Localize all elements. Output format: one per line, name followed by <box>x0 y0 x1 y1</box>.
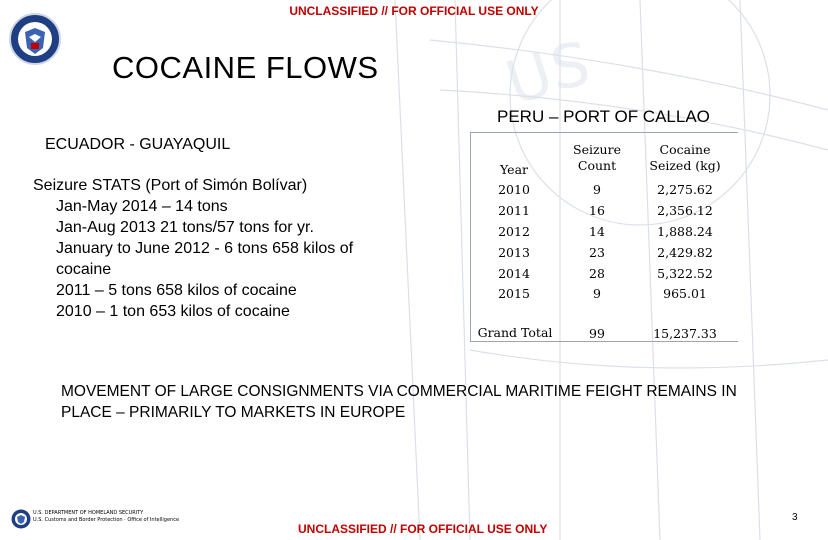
page-number: 3 <box>792 512 798 523</box>
bottom-classification-banner: UNCLASSIFIED // FOR OFFICIAL USE ONLY <box>298 522 548 536</box>
peru-seizure-table <box>470 132 740 342</box>
row-count: 9 <box>593 182 601 197</box>
ecuador-stats-heading: Seizure STATS (Port of Simón Bolívar) <box>33 177 308 194</box>
row-count: 28 <box>589 266 605 281</box>
table-bottom-rule <box>470 341 738 342</box>
page-title: COCAINE FLOWS <box>112 50 379 85</box>
dhs-small-seal-icon <box>11 508 31 530</box>
grand-total-label: Grand Total <box>477 325 553 340</box>
row-year: 2012 <box>498 224 530 239</box>
ecuador-heading: ECUADOR - GUAYAQUIL <box>45 136 231 153</box>
top-classification-banner: UNCLASSIFIED // FOR OFFICIAL USE ONLY <box>289 4 539 18</box>
row-kg: 5,322.52 <box>657 266 713 281</box>
ecuador-stat-line: Jan-May 2014 – 14 tons <box>56 198 228 215</box>
row-year: 2014 <box>498 266 530 281</box>
column-header-count: Seizure Count <box>573 142 621 173</box>
ecuador-stat-line: 2010 – 1 ton 653 kilos of cocaine <box>56 303 290 320</box>
row-kg: 2,356.12 <box>657 203 713 218</box>
grand-total-kg: 15,237.33 <box>653 326 717 341</box>
column-header-kg: Cocaine Seized (kg) <box>649 142 721 173</box>
dhs-seal-icon <box>9 10 61 68</box>
row-year: 2013 <box>498 245 530 260</box>
row-kg: 2,429.82 <box>657 245 713 260</box>
footer-dept: U.S. DEPARTMENT OF HOMELAND SECURITY <box>33 510 144 516</box>
footer-agency-text <box>33 510 179 524</box>
row-year: 2015 <box>498 286 530 301</box>
ecuador-stat-line: January to June 2012 - 6 tons 658 kilos of <box>56 240 354 257</box>
row-kg: 965.01 <box>663 286 707 301</box>
row-kg: 2,275.62 <box>657 182 713 197</box>
row-count: 16 <box>589 203 605 218</box>
row-kg: 1,888.24 <box>657 224 713 239</box>
ecuador-stat-line: cocaine <box>56 261 112 278</box>
row-count: 23 <box>589 245 605 260</box>
table-left-rule <box>470 132 471 342</box>
table-top-rule <box>470 132 738 133</box>
movement-note <box>61 381 761 423</box>
row-count: 14 <box>589 224 605 239</box>
row-count: 9 <box>593 286 601 301</box>
ecuador-stats-block <box>33 175 353 322</box>
column-header-year: Year <box>500 162 528 177</box>
grand-total-count: 99 <box>589 326 605 341</box>
row-year: 2010 <box>498 182 530 197</box>
svg-text:S: S <box>545 29 596 105</box>
row-year: 2011 <box>498 203 530 218</box>
ecuador-stat-line: Jan-Aug 2013 21 tons/57 tons for yr. <box>56 219 314 236</box>
svg-text:U: U <box>498 39 562 120</box>
footer-agency: U.S. Customs and Border Protection · Office of Intelligence <box>33 517 180 523</box>
movement-note-text: MOVEMENT OF LARGE CONSIGNMENTS VIA COMMERCIAL MARITIME FEIGHT REMAINS IN PLACE – PRIMARILY TO MARKETS IN EUROPE <box>61 383 737 421</box>
ecuador-stat-line: 2011 – 5 tons 658 kilos of cocaine <box>56 282 297 299</box>
peru-heading: PERU – PORT OF CALLAO <box>497 107 710 126</box>
